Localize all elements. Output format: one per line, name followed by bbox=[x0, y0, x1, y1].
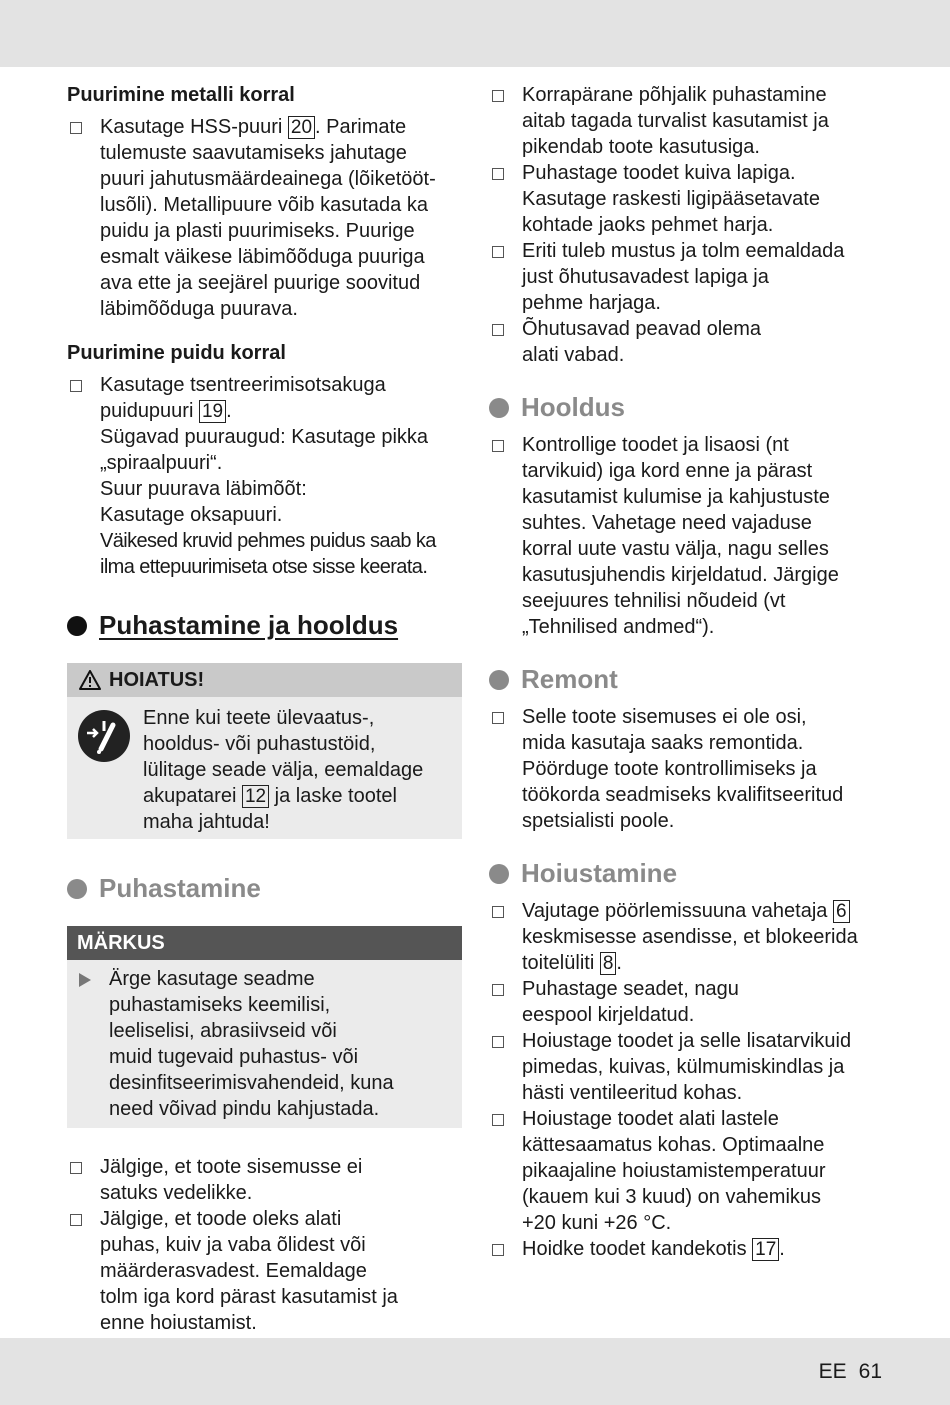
checkbox-icon bbox=[492, 712, 504, 724]
warning-box bbox=[67, 663, 462, 839]
checkbox-icon bbox=[492, 440, 504, 452]
part-ref: 8 bbox=[600, 952, 617, 975]
cleaning-bullet-liquids: Jälgige, et toote sisemusse ei satuks vedelikke. bbox=[67, 1154, 462, 1206]
checkbox-icon bbox=[492, 984, 504, 996]
checkbox-icon bbox=[492, 1114, 504, 1126]
header-band bbox=[0, 0, 950, 67]
part-ref: 17 bbox=[752, 1238, 779, 1261]
storage-item-dark-dry: Hoiustage toodet ja selle lisatarvikuid pimedas, kuivas, külmumiskindlas ja hästi ventileeritud kohas. bbox=[489, 1028, 884, 1106]
bullet-dot-icon bbox=[489, 864, 509, 884]
storage-item-clean: Puhastage seadet, nagu eespool kirjeldatud. bbox=[489, 976, 884, 1028]
bullet-dot-icon bbox=[67, 879, 87, 899]
wood-drilling-item: Kasutage tsentreerimisotsakuga puidupuuri 19 . Sügavad puuraugud: Kasutage pikka „spiraalpuuri“. Suur puurava läbimõõt: Kasutage oksapuuri. Väikesed kruvid pehmes puidus saab ka ilma ettepuurimiseta otse sisse keerata. bbox=[67, 372, 462, 580]
checkbox-icon bbox=[492, 906, 504, 918]
storage-item-direction-switch: Vajutage pöörlemissuuna vahetaja 6 keskmisesse asendisse, et blokeerida toitelüliti 8 . bbox=[489, 898, 884, 976]
part-ref: 20 bbox=[288, 116, 315, 139]
cleaning-bullet-vents: Eriti tuleb mustus ja tolm eemaldada just õhutusavadest lapiga ja pehme harjaga. bbox=[489, 238, 884, 316]
wood-drilling-heading: Puurimine puidu korral bbox=[67, 342, 286, 364]
bullet-dot-icon bbox=[67, 616, 87, 636]
maintenance-item: Kontrollige toodet ja lisaosi (nt tarvikuid) iga kord enne ja pärast kasutamist kulumise ja kahjustuste suhtes. Vahetage need vajaduse korral uute vastu välja, nagu selles kasutusjuhendis kirjeldatud. Järgige seejuures tehnilisi nõudeid (vt „Tehnilised andmed“). bbox=[489, 432, 884, 640]
checkbox-icon bbox=[492, 168, 504, 180]
part-ref: 12 bbox=[242, 785, 269, 808]
cleaning-bullet-dry: Jälgige, et toode oleks alati puhas, kuiv ja vaba õlidest või määrderasvadest. Eemaldage tolm iga kord pärast kasutamist ja enne hoiustamist. bbox=[67, 1206, 462, 1336]
bullet-dot-icon bbox=[489, 670, 509, 690]
warning-text: Enne kui teete ülevaatus-, hooldus- või puhastustöid, lülitage seade välja, eemaldage akupatarei 12 ja laske tootel maha jahtuda! bbox=[143, 707, 424, 833]
repair-item: Selle toote sisemuses ei ole osi, mida kasutaja saaks remontida. Pöörduge toote kontrollimiseks ja töökorda seadmiseks kvalifitseeritud spetsialisti poole. bbox=[489, 704, 884, 834]
checkbox-icon bbox=[70, 1162, 82, 1174]
language-code: EE bbox=[818, 1360, 847, 1383]
checkbox-icon bbox=[70, 380, 82, 392]
note-box: MÄRKUS Ärge kasutage seadme puhastamiseks keemilisi, leeliselisi, abrasiivseid või muid tugevaid puhastus- või desinfitseerimisvahendeid, kuna need võivad pindu kahjustada. bbox=[67, 926, 462, 1128]
right-column bbox=[489, 82, 884, 1262]
part-ref: 19 bbox=[199, 400, 226, 423]
section-heading-cleaning: Puhastamine bbox=[67, 873, 462, 904]
section-heading-maintenance: Hooldus bbox=[489, 392, 884, 423]
page-footer bbox=[807, 1360, 882, 1384]
warning-triangle-icon bbox=[79, 670, 101, 690]
checkbox-icon bbox=[492, 1036, 504, 1048]
metal-drilling-heading: Puurimine metalli korral bbox=[67, 84, 295, 106]
arrow-bullet-icon bbox=[79, 973, 91, 987]
warning-title: HOIATUS! bbox=[109, 668, 205, 691]
storage-item-carry-bag: Hoidke toodet kandekotis 17 . bbox=[489, 1236, 884, 1262]
section-heading-cleaning-maintenance: Puhastamine ja hooldus bbox=[67, 610, 462, 641]
section-heading-repair: Remont bbox=[489, 664, 884, 695]
part-ref: 6 bbox=[833, 900, 850, 923]
cleaning-bullet-regular: Korrapärane põhjalik puhastamine aitab tagada turvalist kasutamist ja pikendab toote kasutusiga. bbox=[489, 82, 884, 160]
checkbox-icon bbox=[492, 324, 504, 336]
left-column bbox=[67, 82, 462, 1336]
page-number: 61 bbox=[858, 1360, 882, 1383]
unplug-battery-icon bbox=[77, 709, 131, 763]
bullet-dot-icon bbox=[489, 398, 509, 418]
checkbox-icon bbox=[492, 1244, 504, 1256]
checkbox-icon bbox=[70, 1214, 82, 1226]
checkbox-icon bbox=[492, 90, 504, 102]
checkbox-icon bbox=[70, 122, 82, 134]
storage-item-children: Hoiustage toodet alati lastele kättesaamatus kohas. Optimaalne pikaajaline hoiustamistemperatuur (kauem kui 3 kuud) on vahemikus +20 kuni +26 °C. bbox=[489, 1106, 884, 1236]
cleaning-bullet-cloth: Puhastage toodet kuiva lapiga. Kasutage raskesti ligipääsetavate kohtade jaoks pehmet harja. bbox=[489, 160, 884, 238]
warning-header bbox=[67, 663, 462, 697]
checkbox-icon bbox=[492, 246, 504, 258]
cleaning-bullet-vents-free: Õhutusavad peavad olema alati vabad. bbox=[489, 316, 884, 368]
section-heading-storage: Hoiustamine bbox=[489, 858, 884, 889]
metal-drilling-item: Kasutage HSS-puuri 20 . Parimate tulemuste saavutamiseks jahutage puuri jahutusmäärdeainega (lõiketööt- lusõli). Metallipuure võib kasutada ka puidu ja plasti puurimiseks. Puurige esmalt väikese läbimõõduga puuriga ava ette ja seejärel puurige soovitud läbimõõduga puurava. bbox=[67, 114, 462, 322]
note-title: MÄRKUS bbox=[67, 926, 462, 960]
